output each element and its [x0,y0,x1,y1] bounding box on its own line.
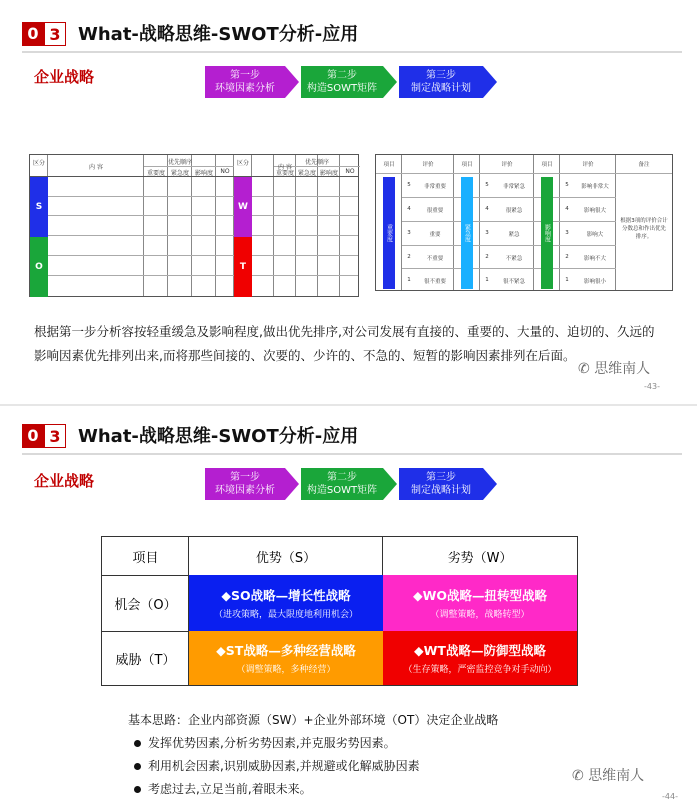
header-priority-2: 优先顺序 [304,159,329,166]
title-underline [22,453,682,455]
matrix-row-opportunities: 机会（O） [102,575,189,631]
strategy-label: 企业战略 [34,472,95,490]
slide-43 [0,0,697,405]
wechat-watermark: ✆ 思维南人 [572,768,645,784]
swot-matrix [101,536,578,686]
header-content: 内 容 [89,164,103,171]
matrix-col-weaknesses: 劣势（W） [383,537,577,575]
section-number-digit: 3 [44,424,66,448]
wechat-icon: ✆ [572,768,589,784]
section-number [22,22,66,46]
explanation-paragraph: 根据第一步分析容按轻重缓急及影响程度,做出优先排序,对公司发展有直接的、重要的、大量的、迫切的、久远的影响因素优先排列出来,而将那些间接的、次要的、少许的、不急的、短暂的影响因素排列在后面。 [34,324,655,363]
matrix-col-strengths: 优势（S） [189,537,383,575]
strategy-label: 企业战略 [34,68,95,86]
band-impact: 影响度 [541,177,553,289]
wechat-icon: ✆ [578,361,595,377]
wechat-watermark: ✆ 思维南人 [578,361,651,377]
table-note: 根据3项的评价合计分数总和作出优先排序。 [620,218,668,240]
step-1: 第一步 环境因素分析 [205,66,285,98]
step-2: 第二步 构造SOWT矩阵 [301,66,383,98]
section-number [22,424,66,448]
st-strategy-cell: ◆ST战略—多种经营战略 （调整策略，多种经营） [189,631,383,685]
band-importance: 重要度 [383,177,395,289]
step-2: 第二步 构造SOWT矩阵 [301,468,383,500]
wt-strategy-cell: ◆WT战略—防御型战略 （生存策略，严密监控竞争对手动向） [383,631,577,685]
page-number: -43- [644,382,660,391]
basic-idea: 基本思路：企业内部资源（SW）+企业外部环境（OT）决定企业战略 [128,713,499,727]
matrix-corner: 项目 [102,537,189,575]
page-number: -44- [662,792,678,801]
matrix-row-threats: 威胁（T） [102,631,189,685]
band-urgency: 紧急度 [461,177,473,289]
bullet-icon [134,740,141,747]
band-o: O [30,237,48,297]
evaluation-table: 项目 评价 项目 评价 项目 评价 备注 重要度 紧急度 影响度 5 非常重要 4 很重要 3 重要 2 不重要 1 很不重要 5 非常紧急 4 很紧急 3 紧急 2 不紧急 1 很不紧急 5 影响非常大 4 影响很大 3 影响大 2 影响不大 1 影响很小 根据3项的评价合计分数总和作出优先排序。 [375,154,673,291]
wo-strategy-cell: ◆WO战略—扭转型战略 （调整策略，战略转型） [383,575,577,631]
header-content-2: 内 容 [278,164,292,171]
step-3: 第三步 制定战略计划 [399,468,483,500]
step-1: 第一步 环境因素分析 [205,468,285,500]
section-number-digit: 0 [22,424,44,448]
slide-title: What-战略思维-SWOT分析-应用 [78,426,359,447]
bullet-icon [134,786,141,793]
header-qf-2: 区分 [236,160,249,167]
bullet-item: 发挥优势因素,分析劣势因素,并克服劣势因素。 [134,734,396,751]
band-t: T [234,237,252,297]
bullet-icon [134,763,141,770]
slide-44 [0,406,697,811]
header-qf: 区分 [32,160,45,167]
band-s: S [30,177,48,237]
step-3: 第三步 制定战略计划 [399,66,483,98]
so-strategy-cell: ◆SO战略—增长性战略 （进攻策略，最大限度地利用机会） [189,575,383,631]
band-w: W [234,177,252,237]
slide-title: What-战略思维-SWOT分析-应用 [78,24,359,45]
section-number-digit: 3 [44,22,66,46]
section-number-digit: 0 [22,22,44,46]
bullet-item: 利用机会因素,识别威胁因素,并规避或化解威胁因素 [134,757,420,774]
header-priority: 优先顺序 [167,159,192,166]
title-underline [22,51,682,53]
priority-table: 区分 内 容 优先顺序 重要度 紧急度 影响度 NO 区分 内 容 优先顺序 重要度 紧急度 影响度 NO S O W T [29,154,359,297]
bullet-item: 考虑过去,立足当前,着眼未来。 [134,780,312,797]
